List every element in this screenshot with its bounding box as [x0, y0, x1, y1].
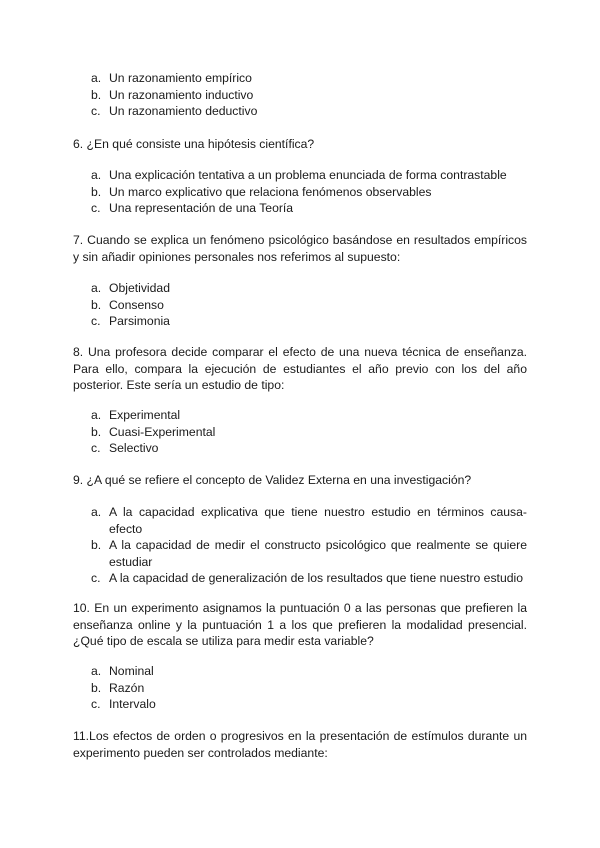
option-text: Razón [109, 680, 145, 695]
option-letter: a. [91, 71, 102, 85]
option-text: Un marco explicativo que relaciona fenómenos observables [109, 184, 432, 199]
option-text: Una explicación tentativa a un problema enunciada de forma contrastable [109, 168, 507, 182]
option-letter: b. [91, 538, 102, 553]
question-11 [73, 728, 527, 761]
option-b [73, 424, 527, 441]
question-6 [73, 136, 527, 153]
option-b [73, 297, 527, 314]
option-text: Parsimonia [109, 314, 170, 329]
option-letter: a. [91, 281, 102, 295]
question-stem: 11.Los efectos de orden o progresivos en la presentación de estímulos durante un experimento pueden ser controlados mediante: [73, 729, 527, 760]
option-text: Consenso [109, 297, 164, 312]
option-c [73, 313, 527, 330]
option-letter: c. [91, 314, 101, 329]
option-b [73, 537, 527, 570]
option-text: Cuasi-Experimental [109, 424, 216, 439]
question-stem: 10. En un experimento asignamos la puntuación 0 a las personas que prefieren la enseñanza online y la puntuación 1 a los que prefieren la modalidad presencial. ¿Qué tipo de escala se utiliza para medir esta variable? [73, 601, 527, 649]
option-a [73, 70, 527, 87]
option-letter: c. [91, 441, 101, 456]
question-9-options [73, 504, 527, 587]
option-text: Un razonamiento empírico [109, 71, 252, 85]
option-letter: c. [91, 201, 101, 216]
option-letter: a. [91, 664, 102, 678]
option-c [73, 570, 527, 587]
question-8-options [73, 407, 527, 457]
option-letter: b. [91, 297, 102, 312]
question-8 [73, 344, 527, 394]
option-letter: b. [91, 680, 102, 695]
option-letter: a. [91, 505, 102, 519]
option-letter: b. [91, 184, 102, 199]
option-letter: c. [91, 104, 101, 119]
option-text: Experimental [109, 408, 181, 422]
option-a [73, 407, 527, 424]
option-text: Intervalo [109, 697, 156, 712]
q5-continuation [73, 70, 527, 120]
option-c [73, 103, 527, 120]
option-text: Un razonamiento inductivo [109, 87, 254, 102]
option-text: A la capacidad explicativa que tiene nuestro estudio en términos causa-efecto [109, 505, 527, 536]
option-a [73, 280, 527, 297]
question-stem: 7. Cuando se explica un fenómeno psicológico basándose en resultados empíricos y sin añadir opiniones personales nos referimos al supuesto: [73, 233, 527, 264]
question-10-options [73, 663, 527, 713]
question-stem: 6. ¿En qué consiste una hipótesis científica? [73, 137, 315, 151]
option-a [73, 504, 527, 537]
option-text: Una representación de una Teoría [109, 201, 294, 216]
option-c [73, 200, 527, 217]
option-b [73, 184, 527, 201]
option-letter: b. [91, 87, 102, 102]
question-9 [73, 472, 527, 489]
option-c [73, 696, 527, 713]
question-stem: 8. Una profesora decide comparar el efecto de una nueva técnica de enseñanza. Para ello, compara la ejecución de estudiantes el año previo con los del año posterior. Este sería un estudio de tipo: [73, 345, 527, 393]
option-text: Selectivo [109, 441, 159, 456]
option-letter: b. [91, 424, 102, 439]
option-c [73, 440, 527, 457]
option-text: A la capacidad de generalización de los resultados que tiene nuestro estudio [109, 571, 523, 586]
option-b [73, 87, 527, 104]
option-letter: a. [91, 168, 102, 182]
option-b [73, 680, 527, 697]
option-letter: c. [91, 697, 101, 712]
option-text: Nominal [109, 664, 154, 678]
question-10 [73, 600, 527, 650]
question-7-options [73, 280, 527, 330]
option-a [73, 167, 527, 184]
option-text: Un razonamiento deductivo [109, 104, 258, 119]
question-7 [73, 232, 527, 265]
question-6-options [73, 167, 527, 217]
option-a [73, 663, 527, 680]
q5-options [73, 70, 527, 120]
option-text: Objetividad [109, 281, 170, 295]
option-text: A la capacidad de medir el constructo psicológico que realmente se quiere estudiar [109, 538, 527, 569]
question-stem: 9. ¿A qué se refiere el concepto de Validez Externa en una investigación? [73, 473, 472, 487]
option-letter: a. [91, 408, 102, 422]
option-letter: c. [91, 571, 101, 586]
